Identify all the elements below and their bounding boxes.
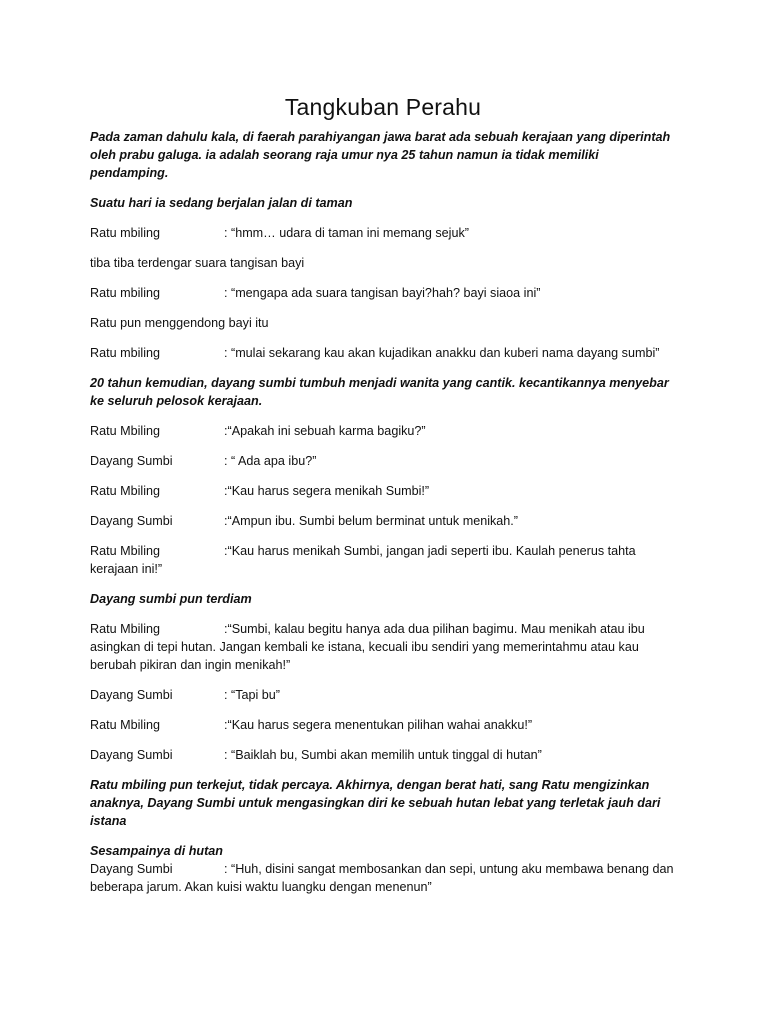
speaker-name: Ratu Mbiling bbox=[90, 544, 160, 558]
speaker-name: Ratu mbiling bbox=[90, 346, 160, 360]
dialogue-line bbox=[90, 620, 676, 674]
dialogue-line bbox=[90, 422, 676, 440]
dialogue-text: :“Ampun ibu. Sumbi belum berminat untuk menikah.” bbox=[224, 514, 518, 528]
narration-paragraph: 20 tahun kemudian, dayang sumbi tumbuh menjadi wanita yang cantik. kecantikannya menyebar ke seluruh pelosok kerajaan. bbox=[90, 376, 669, 408]
dialogue-text: : “Huh, disini sangat membosankan dan sepi, untung aku membawa benang dan beberapa jarum. Akan kuisi waktu luangku dengan menenun” bbox=[90, 862, 674, 894]
speaker-name: Dayang Sumbi bbox=[90, 454, 173, 468]
speaker-name: Ratu Mbiling bbox=[90, 718, 160, 732]
dialogue-text: : “mengapa ada suara tangisan bayi?hah? bayi siaoa ini” bbox=[224, 286, 541, 300]
dialogue-text: :“Kau harus segera menentukan pilihan wahai anakku!” bbox=[224, 718, 533, 732]
speaker-name: Ratu Mbiling bbox=[90, 484, 160, 498]
dialogue-line bbox=[90, 224, 676, 242]
speaker-name: Dayang Sumbi bbox=[90, 514, 173, 528]
dialogue-line bbox=[90, 344, 676, 362]
speaker-name: Ratu mbiling bbox=[90, 226, 160, 240]
narration-paragraph: Suatu hari ia sedang berjalan jalan di taman bbox=[90, 196, 353, 210]
document-title: Tangkuban Perahu bbox=[284, 94, 482, 120]
dialogue-line bbox=[90, 542, 676, 578]
dialogue-line bbox=[90, 482, 676, 500]
dialogue-text: :“Kau harus menikah Sumbi, jangan jadi seperti ibu. Kaulah penerus tahta kerajaan ini!” bbox=[90, 544, 636, 576]
speaker-name: Dayang Sumbi bbox=[90, 748, 173, 762]
speaker-name: Ratu Mbiling bbox=[90, 424, 160, 438]
narration-paragraph: Sesampainya di hutan bbox=[90, 844, 223, 858]
narration-paragraph: Pada zaman dahulu kala, di faerah parahiyangan jawa barat ada sebuah kerajaan yang diperintah oleh prabu galuga. ia adalah seorang raja umur nya 25 tahun namun ia tidak memiliki pendamping. bbox=[90, 130, 671, 180]
dialogue-text: : “mulai sekarang kau akan kujadikan anakku dan kuberi nama dayang sumbi” bbox=[224, 346, 660, 360]
dialogue-line bbox=[90, 452, 676, 470]
dialogue-text: :“Kau harus segera menikah Sumbi!” bbox=[224, 484, 430, 498]
dialogue-line bbox=[90, 686, 676, 704]
speaker-name: Dayang Sumbi bbox=[90, 688, 173, 702]
dialogue-line bbox=[90, 716, 676, 734]
dialogue-line bbox=[90, 284, 676, 302]
dialogue-line bbox=[90, 512, 676, 530]
plain-paragraph: tiba tiba terdengar suara tangisan bayi bbox=[90, 256, 305, 270]
dialogue-text: : “ Ada apa ibu?” bbox=[224, 454, 317, 468]
dialogue-text: : “Tapi bu” bbox=[224, 688, 280, 702]
plain-paragraph: Ratu pun menggendong bayi itu bbox=[90, 316, 269, 330]
dialogue-text: : “Baiklah bu, Sumbi akan memilih untuk tinggal di hutan” bbox=[224, 748, 542, 762]
speaker-name: Dayang Sumbi bbox=[90, 862, 173, 876]
story-body bbox=[90, 128, 676, 896]
narration-paragraph: Dayang sumbi pun terdiam bbox=[90, 592, 252, 606]
dialogue-line bbox=[90, 746, 676, 764]
dialogue-line bbox=[90, 860, 676, 896]
dialogue-text: :“Apakah ini sebuah karma bagiku?” bbox=[224, 424, 426, 438]
speaker-name: Ratu mbiling bbox=[90, 286, 160, 300]
speaker-name: Ratu Mbiling bbox=[90, 622, 160, 636]
dialogue-text: : “hmm… udara di taman ini memang sejuk” bbox=[224, 226, 469, 240]
dialogue-text: :“Sumbi, kalau begitu hanya ada dua pilihan bagimu. Mau menikah atau ibu asingkan di tepi hutan. Jangan kembali ke istana, kecuali ibu sendiri yang memerintahmu atau kau berubah pikiran dan ingin menikah!” bbox=[90, 622, 645, 672]
narration-paragraph: Ratu mbiling pun terkejut, tidak percaya. Akhirnya, dengan berat hati, sang Ratu mengizinkan anaknya, Dayang Sumbi untuk mengasingkan diri ke sebuah hutan lebat yang terletak jauh dari istana bbox=[90, 778, 661, 828]
